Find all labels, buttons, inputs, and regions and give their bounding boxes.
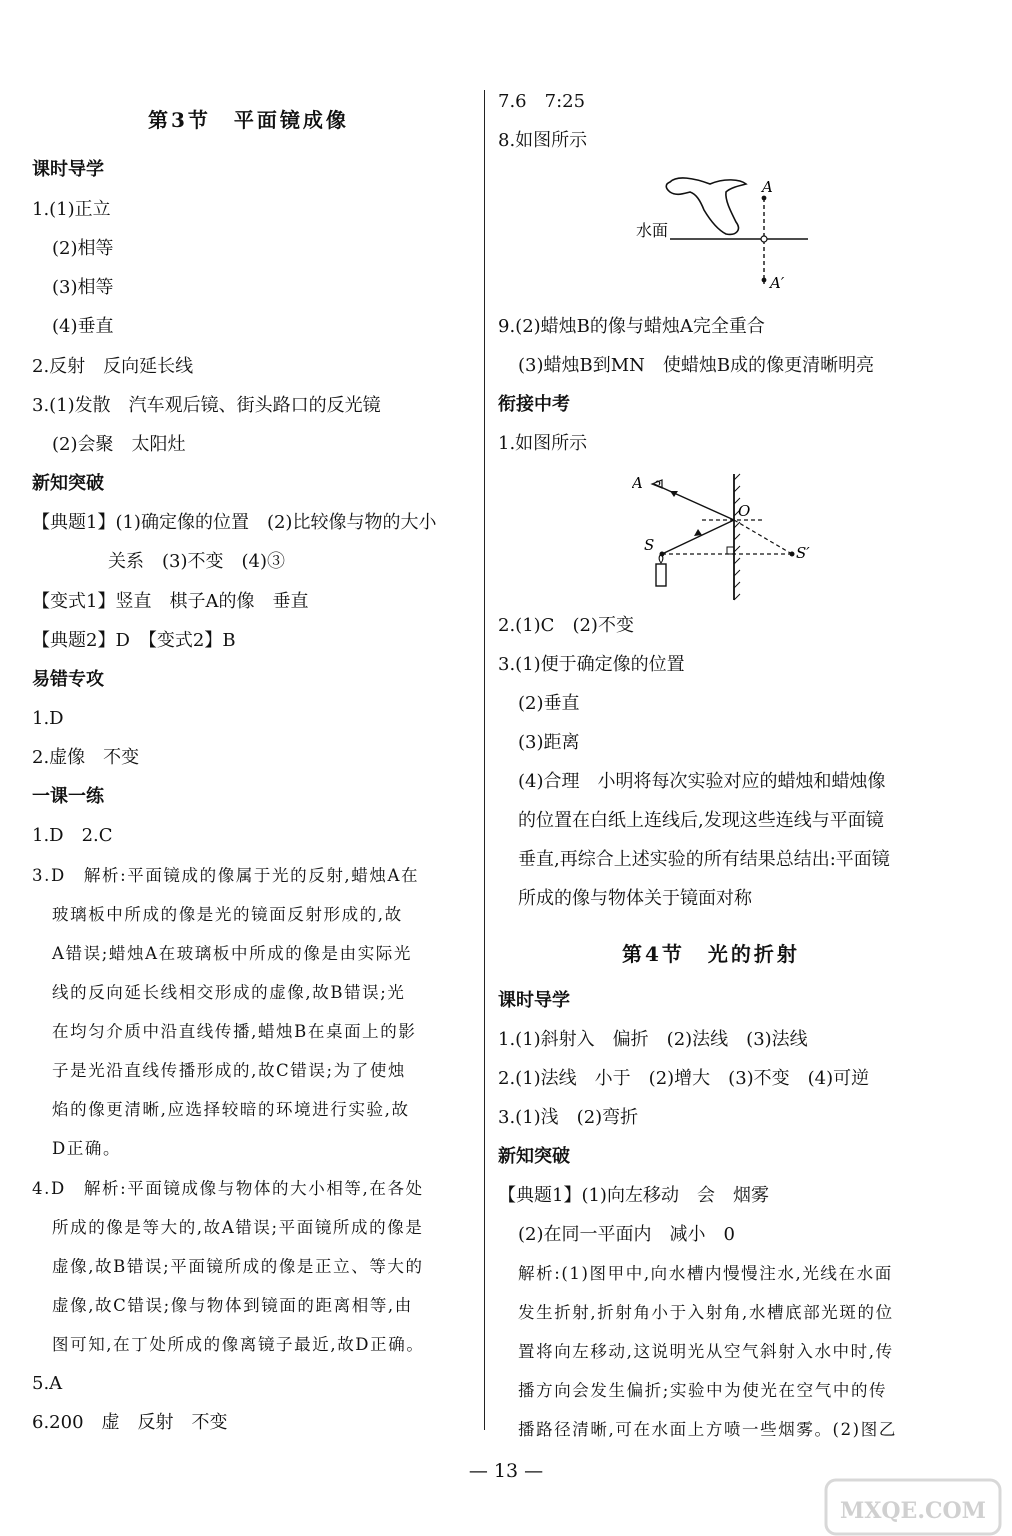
water-label: 水面 xyxy=(636,221,669,240)
answer-line: 所成的像与物体关于镜面对称 xyxy=(518,888,752,909)
answer-line: 6.200 虚 反射 不变 xyxy=(32,1412,228,1433)
answer-line: 3.(1)便于确定像的位置 xyxy=(498,654,685,675)
swan-icon xyxy=(666,178,746,234)
point-a-prime-dot xyxy=(762,278,767,283)
answer-line: (3)距离 xyxy=(518,732,580,753)
answer-line: 【变式1】竖直 棋子A的像 垂直 xyxy=(32,591,309,612)
answer-line: 5.A xyxy=(32,1373,63,1394)
answer-line: 1.D xyxy=(32,708,64,729)
figure-mirror-reflection xyxy=(632,466,832,606)
watermark-text: MXQE.COM xyxy=(839,1498,987,1524)
answer-line: 发生折射,折射角小于入射角,水槽底部光斑的位 xyxy=(518,1303,894,1322)
answer-line: 图可知,在丁处所成的像离镜子最近,故D正确。 xyxy=(52,1335,425,1354)
mirror-hatching xyxy=(734,474,740,600)
answer-line: 所成的像是等大的,故A错误;平面镜所成的像是 xyxy=(52,1218,424,1237)
answer-line: 解析:(1)图甲中,向水槽内慢慢注水,光线在水面 xyxy=(518,1264,893,1283)
heading-yike-yilian: 一课一练 xyxy=(32,786,104,807)
answer-line: 焰的像更清晰,应选择较暗的环境进行实验,故 xyxy=(52,1100,410,1119)
answer-line: 关系 (3)不变 (4)③ xyxy=(108,551,285,572)
answer-line: 2.反射 反向延长线 xyxy=(32,356,194,377)
point-a-dot xyxy=(762,196,767,201)
label-a: A xyxy=(632,474,643,492)
watermark-logo xyxy=(824,1478,1002,1536)
answer-line: A错误;蜡烛A在玻璃板中所成的像是由实际光 xyxy=(52,944,412,963)
answer-line: 播路径清晰,可在水面上方喷一些烟雾。(2)图乙 xyxy=(518,1420,897,1439)
answer-line: 【典题1】(1)向左移动 会 烟雾 xyxy=(498,1185,769,1206)
answer-line: 1.(1)正立 xyxy=(32,199,111,220)
answer-line: 在均匀介质中沿直线传播,蜡烛B在桌面上的影 xyxy=(52,1022,417,1041)
reflected-ray xyxy=(654,484,734,520)
heading-xinzhi-tupo: 新知突破 xyxy=(32,473,104,494)
heading-yicuo-zhuangong: 易错专攻 xyxy=(32,669,104,690)
answer-line: (2)在同一平面内 减小 0 xyxy=(518,1224,735,1245)
intersection-mark xyxy=(761,236,767,242)
answer-line: 2.(1)C (2)不变 xyxy=(498,615,634,636)
answer-line: 【典题1】(1)确定像的位置 (2)比较像与物的大小 xyxy=(32,512,437,533)
answer-line: 2.(1)法线 小于 (2)增大 (3)不变 (4)可逆 xyxy=(498,1068,870,1089)
answer-line: (2)相等 xyxy=(52,238,114,259)
label-s-prime: S′ xyxy=(796,544,810,562)
incident-ray xyxy=(662,520,734,554)
answer-line: 3.D 解析:平面镜成的像属于光的反射,蜡烛A在 xyxy=(32,866,420,885)
page-number: — 13 — xyxy=(468,1460,544,1482)
answer-line: 8.如图所示 xyxy=(498,130,588,151)
heading-xianjie-zhongkao: 衔接中考 xyxy=(498,394,570,415)
figure-swan-reflection xyxy=(632,170,812,300)
answer-line: D正确。 xyxy=(52,1139,122,1158)
answer-line: 虚像,故B错误;平面镜所成的像是正立、等大的 xyxy=(52,1257,424,1276)
answer-line: 播方向会发生偏折;实验中为使光在空气中的传 xyxy=(518,1381,888,1400)
answer-line: (4)合理 小明将每次实验对应的蜡烛和蜡烛像 xyxy=(518,771,886,792)
extension-line xyxy=(734,520,792,554)
answer-line: 【典题2】D 【变式2】B xyxy=(32,630,236,651)
column-divider xyxy=(484,90,485,1430)
answer-line: 3.(1)浅 (2)弯折 xyxy=(498,1107,639,1128)
section-title-4: 第4节 光的折射 xyxy=(622,942,800,966)
answer-line: 9.(2)蜡烛B的像与蜡烛A完全重合 xyxy=(498,316,765,337)
answer-line: 1.(1)斜射入 偏折 (2)法线 (3)法线 xyxy=(498,1029,808,1050)
answer-line: 的位置在白纸上连线后,发现这些连线与平面镜 xyxy=(518,810,884,831)
answer-line: 垂直,再综合上述实验的所有结果总结出:平面镜 xyxy=(518,849,890,870)
answer-line: 1.如图所示 xyxy=(498,433,588,454)
answer-line: (2)垂直 xyxy=(518,693,580,714)
candle-icon xyxy=(656,564,666,586)
answer-line: 4.D 解析:平面镜成像与物体的大小相等,在各处 xyxy=(32,1179,424,1198)
answer-line: 置将向左移动,这说明光从空气斜射入水中时,传 xyxy=(518,1342,894,1361)
answer-line: 2.虚像 不变 xyxy=(32,747,140,768)
point-s-prime xyxy=(790,552,795,557)
answer-line: (4)垂直 xyxy=(52,316,114,337)
right-angle-mark xyxy=(727,547,734,554)
answer-line: 线的反向延长线相交形成的虚像,故B错误;光 xyxy=(52,983,406,1002)
answer-line: 子是光沿直线传播形成的,故C错误;为了使烛 xyxy=(52,1061,407,1080)
heading-keshi-daoxue: 课时导学 xyxy=(498,990,570,1011)
label-a-prime: A′ xyxy=(770,274,785,292)
heading-keshi-daoxue: 课时导学 xyxy=(32,159,104,180)
section-title-3: 第3节 平面镜成像 xyxy=(148,108,349,132)
label-s: S xyxy=(644,536,655,554)
heading-xinzhi-tupo: 新知突破 xyxy=(498,1146,570,1167)
incident-arrow xyxy=(694,529,702,536)
eye-icon xyxy=(652,480,662,488)
answer-line: 虚像,故C错误;像与物体到镜面的距离相等,由 xyxy=(52,1296,413,1315)
answer-line: 1.D 2.C xyxy=(32,825,113,846)
answer-line: 7.6 7:25 xyxy=(498,91,586,112)
answer-line: 3.(1)发散 汽车观后镜、街头路口的反光镜 xyxy=(32,395,381,416)
answer-line: (2)会聚 太阳灶 xyxy=(52,434,186,455)
answer-line: (3)相等 xyxy=(52,277,114,298)
answer-line: 玻璃板中所成的像是光的镜面反射形成的,故 xyxy=(52,905,403,924)
label-a: A xyxy=(762,178,773,196)
label-o: O xyxy=(738,502,751,520)
answer-line: (3)蜡烛B到MN 使蜡烛B成的像更清晰明亮 xyxy=(518,355,875,376)
